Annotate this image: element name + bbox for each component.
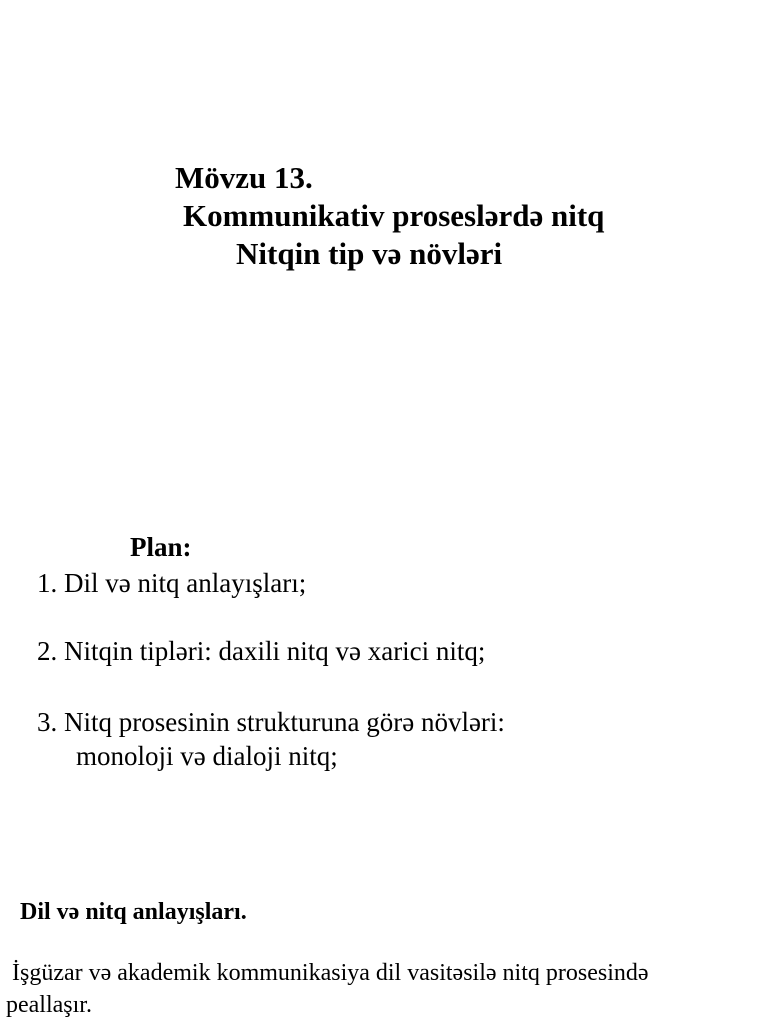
topic-number: Mövzu 13.	[175, 160, 313, 195]
plan-item-3: 3. Nitq prosesinin strukturuna görə növləri:	[37, 707, 505, 737]
topic-title: Kommunikativ proseslərdə nitq	[183, 198, 605, 233]
plan-heading: Plan:	[130, 532, 192, 562]
section-body-text: İşgüzar və akademik kommunikasiya dil vasitəsilə nitq prosesində peallaşır.	[6, 960, 649, 1018]
plan-item-2: 2. Nitqin tipləri: daxili nitq və xarici nitq;	[37, 636, 486, 666]
topic-subtitle: Nitqin tip və növləri	[236, 236, 503, 271]
plan-item-3-continuation: monoloji və dialoji nitq;	[76, 741, 338, 771]
section-heading: Dil və nitq anlayışları.	[20, 899, 247, 925]
plan-item-1: 1. Dil və nitq anlayışları;	[37, 568, 307, 598]
